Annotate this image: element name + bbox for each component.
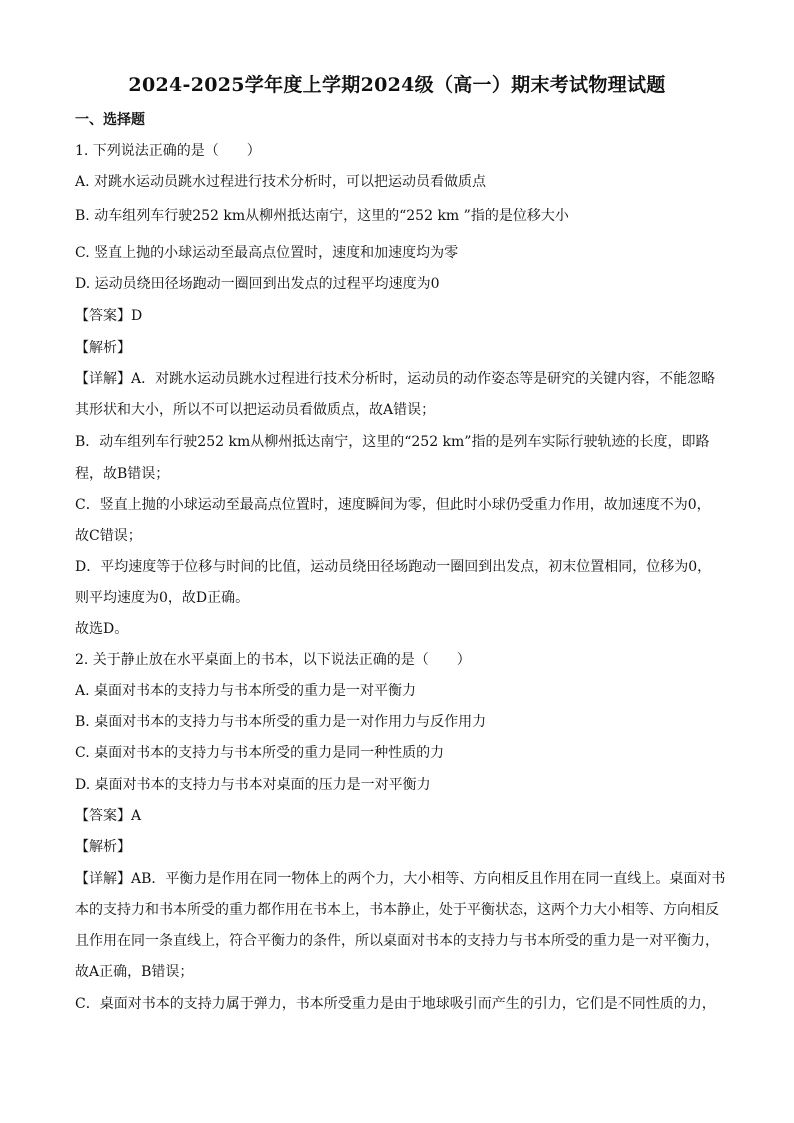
document-title: 2024-2025学年度上学期2024级（高一）期末考试物理试题: [128, 74, 666, 96]
question-1-option-a: A. 对跳水运动员跳水过程进行技术分析时，可以把运动员看做质点: [75, 174, 487, 190]
question-2-analysis-label: 【解析】: [75, 839, 131, 855]
question-2-detail-line: 且作用在同一条直线上，符合平衡力的条件，所以桌面对书本的支持力与书本所受的重力是一对平衡力，: [75, 933, 719, 949]
question-1-detail-line: 程，故B错误；: [75, 466, 170, 482]
question-1-answer: 【答案】D: [75, 308, 143, 324]
question-1-option-d: D. 运动员绕田径场跑动一圈回到出发点的过程平均速度为0: [75, 276, 440, 292]
question-2-detail-line: 故A正确，B错误；: [75, 964, 194, 980]
question-2-answer: 【答案】A: [75, 808, 142, 824]
question-1-detail-line: B．动车组列车行驶252 km从柳州抵达南宁，这里的“252 km”指的是列车实际行驶轨迹的长度，即路: [75, 434, 710, 450]
question-1-detail-line: 则平均速度为0，故D正确。: [75, 590, 250, 606]
question-1-detail-line: 故C错误；: [75, 528, 142, 544]
question-2-stem: 2. 关于静止放在水平桌面上的书本，以下说法正确的是（ ）: [75, 652, 471, 668]
question-1-detail-line: 其形状和大小，所以不可以把运动员看做质点，故A错误；: [75, 402, 436, 418]
question-2-option-c: C. 桌面对书本的支持力与书本所受的重力是同一种性质的力: [75, 745, 445, 761]
question-2-option-a: A. 桌面对书本的支持力与书本所受的重力是一对平衡力: [75, 683, 417, 699]
question-2-option-b: B. 桌面对书本的支持力与书本所受的重力是一对作用力与反作用力: [75, 714, 487, 730]
question-2-detail-line: C．桌面对书本的支持力属于弹力，书本所受重力是由于地球吸引而产生的引力，它们是不同性质的力，: [75, 996, 716, 1012]
section-heading: 一、选择题: [75, 112, 145, 128]
question-1-detail-line: 【详解】A．对跳水运动员跳水过程进行技术分析时，运动员的动作姿态等是研究的关键内容，不能忽略: [75, 371, 716, 387]
question-2-detail-line: 【详解】AB．平衡力是作用在同一物体上的两个力，大小相等、方向相反且作用在同一直线上。桌面对书: [75, 871, 725, 887]
question-2-detail-line: 本的支持力和书本所受的重力都作用在书本上，书本静止，处于平衡状态，这两个力大小相等、方向相反: [75, 902, 719, 918]
question-2-option-d: D. 桌面对书本的支持力与书本对桌面的压力是一对平衡力: [75, 777, 431, 793]
question-1-stem: 1. 下列说法正确的是（ ）: [75, 143, 261, 159]
question-1-detail-line: 故选D。: [75, 621, 129, 637]
question-1-analysis-label: 【解析】: [75, 340, 131, 356]
question-1-detail-line: D．平均速度等于位移与时间的比值，运动员绕田径场跑动一圈回到出发点，初末位置相同，位移为0，: [75, 559, 712, 575]
question-1-option-b: B. 动车组列车行驶252 km从柳州抵达南宁，这里的“252 km ”指的是位移大小: [75, 208, 569, 224]
question-1-option-c: C. 竖直上抛的小球运动至最高点位置时，速度和加速度均为零: [75, 245, 459, 261]
question-1-detail-line: C．竖直上抛的小球运动至最高点位置时，速度瞬间为零，但此时小球仍受重力作用，故加速度不为0，: [75, 497, 711, 513]
